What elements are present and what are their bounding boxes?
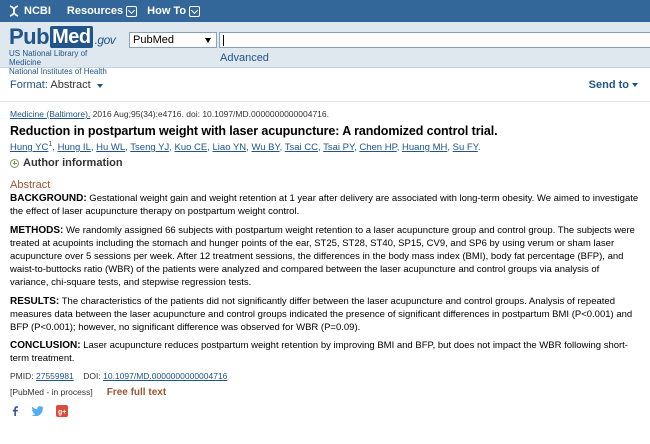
author-link[interactable]: Liao YN (212, 142, 247, 154)
pubmed-logo-gov: .gov (94, 33, 116, 47)
section-text: We randomly assigned 66 subjects with postpartum weight retention to a laser acupuncture group and control group. The subjects were treated at acupoints including the stomach and hunger points of the ear, ST25, ST28, ST40, SP15, CV9, and SP6 by using verum or sham laser acupuncture over 5 sessions per week. After 12 treatment sessions, the differences in the body mass index (BMI), body fat percentage (BFP), and waist-to-buttocks ratio (WBR) of the patients were analyzed and compared between the laser acupuncture and control groups via analysis of variance, chi-square tests, and stepwise regression tests. (10, 224, 635, 289)
chevron-down-icon (126, 6, 137, 17)
article-title: Reduction in postpartum weight with laser acupuncture: A randomized control trial. (10, 124, 498, 138)
format-value: Abstract (50, 78, 91, 91)
author-link[interactable]: Kuo CE (174, 142, 208, 154)
author-information-label: Author information (23, 157, 123, 170)
chevron-down-icon (189, 6, 200, 17)
pubmed-logo-med: Med (52, 26, 91, 48)
google-plus-icon[interactable] (56, 405, 68, 417)
author-link[interactable]: Tsai CC (284, 142, 318, 154)
resources-menu-label: Resources (66, 5, 124, 17)
chevron-down-icon (97, 84, 103, 88)
abstract-heading: Abstract (10, 179, 51, 192)
author-link[interactable]: Hung IL (57, 142, 91, 154)
chevron-down-icon (632, 83, 638, 87)
author-link[interactable]: Hu WL (96, 142, 126, 154)
section-label: RESULTS: (10, 295, 60, 307)
abstract-methods (10, 224, 640, 290)
author-link[interactable]: Wu BY (251, 142, 280, 154)
ncbi-helix-icon (8, 5, 20, 17)
section-label: BACKGROUND: (10, 193, 87, 205)
author-link[interactable]: Huang MH (401, 142, 448, 154)
ncbi-logo[interactable] (8, 5, 51, 17)
author-link[interactable]: Chen HP (359, 142, 397, 154)
database-select-value: PubMed (133, 34, 174, 46)
author-link[interactable]: Hung YC (10, 142, 49, 154)
article-identifiers (10, 371, 640, 381)
send-to-button[interactable] (589, 79, 638, 91)
abstract-background (10, 192, 640, 218)
doi-label: DOI: (83, 370, 104, 381)
dropdown-caret-icon (205, 38, 211, 43)
citation-details: 2016 Aug;95(34):e4716. doi: 10.1097/MD.0000000000004716. (90, 109, 329, 119)
database-select[interactable] (129, 32, 217, 48)
pubmed-logo (9, 25, 120, 49)
pubmed-search-header (0, 22, 650, 76)
text-cursor (223, 35, 224, 46)
social-share-bar (10, 405, 640, 417)
advanced-search-link[interactable]: Advanced (220, 52, 269, 64)
author-list: Hung $YC^1$, Hung IL, Hu WL, Tseng YJ, Kuo CE, Liao YN, Wu BY, Tsai CC, Tsai PY, Chen HP, Huang MH, Su FY. (10, 141, 481, 154)
author-information-toggle[interactable] (10, 157, 640, 169)
section-label: CONCLUSION: (10, 340, 81, 352)
section-label: METHODS: (10, 224, 64, 236)
pubmed-status: [PubMed - in process] (10, 387, 93, 398)
abstract-conclusion (10, 339, 640, 365)
author-link[interactable]: Su FY (452, 142, 478, 154)
author-affiliation-sup[interactable]: 1 (48, 141, 53, 148)
author-link[interactable]: Tsai PY (323, 142, 355, 154)
send-to-label: Send to (588, 78, 629, 91)
journal-link[interactable]: Medicine (Baltimore). (10, 109, 91, 119)
abstract-results (10, 295, 640, 335)
doi-link[interactable]: 10.1097/MD.0000000000004716 (103, 370, 228, 381)
search-input[interactable] (219, 32, 650, 48)
format-label: Format: (10, 78, 48, 91)
section-text: The characteristics of the patients did not significantly differ between the laser acupuncture and control groups. Analysis of repeated measures data between the laser acupuncture and control groups indicated the presence of significant differences in postpartum BMI (P<0.001) and BFP (P<0.001); however, no significant difference was observed for WBR (P=0.09). (10, 295, 633, 333)
ncbi-logo-text: NCBI (24, 5, 51, 17)
pubmed-logo-pub: Pub (9, 24, 50, 49)
twitter-icon[interactable] (32, 406, 44, 416)
ncbi-top-bar (0, 0, 650, 22)
expand-plus-icon (10, 159, 19, 168)
author-link[interactable]: Tseng YJ (130, 142, 170, 154)
how-to-menu-label: How To (147, 5, 187, 17)
nlm-line-1: US National Library of Medicine (9, 49, 88, 67)
section-text: Laser acupuncture reduces postpartum weight retention by improving BMI and BFP, but does not impact the WBR following short-term treatment. (10, 340, 628, 365)
format-selector[interactable] (10, 79, 103, 91)
status-row (10, 387, 640, 398)
resources-menu[interactable] (67, 5, 137, 17)
article-content (0, 109, 650, 417)
section-text: Gestational weight gain and weight retention at 1 year after delivery are associated with long-term obesity. We aimed to investigate the effect of laser acupuncture therapy on postpartum weight control. (10, 193, 639, 218)
pmid-link[interactable]: 27559981 (35, 370, 74, 381)
facebook-icon[interactable] (10, 405, 20, 416)
how-to-menu[interactable] (147, 5, 200, 17)
nlm-line-2: National Institutes of Health (9, 67, 107, 76)
svg-text:g+: g+ (58, 408, 67, 416)
citation-line (10, 109, 640, 119)
free-full-text-link[interactable]: Free full text (106, 386, 167, 398)
pubmed-logo-link[interactable] (0, 22, 120, 76)
pmid-label: PMID: (10, 370, 36, 381)
